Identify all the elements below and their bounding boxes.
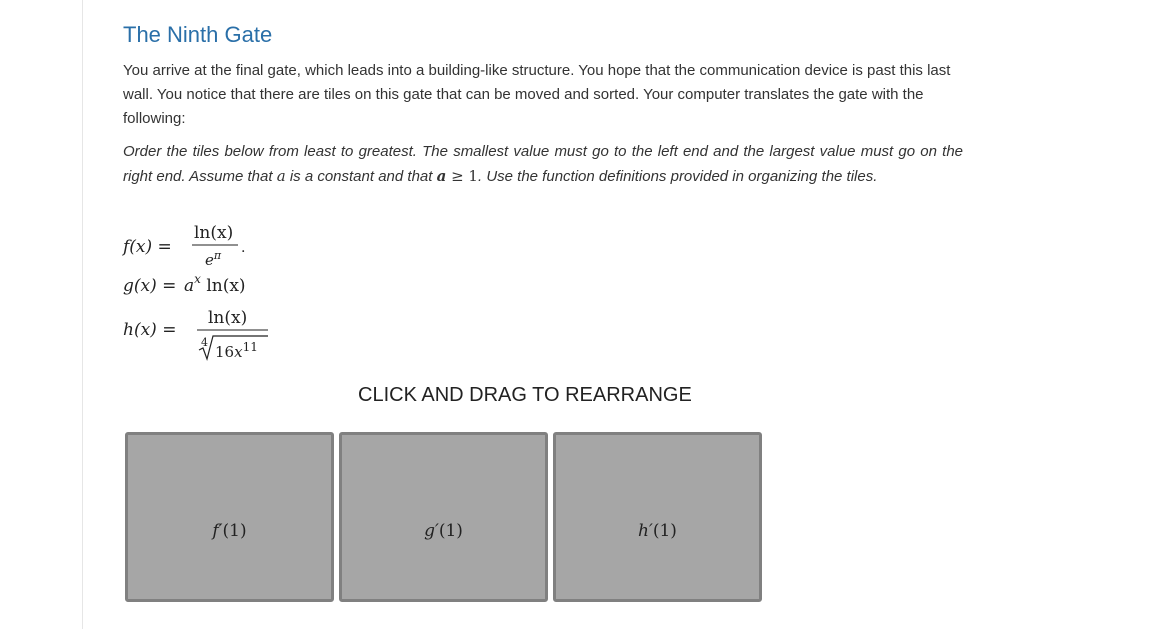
tile-h-prime[interactable] bbox=[553, 432, 762, 602]
instructions-condition-variable: a bbox=[436, 167, 447, 185]
instructions-condition: ≥ 1 bbox=[446, 167, 478, 185]
function-g-definition bbox=[123, 272, 246, 296]
instructions-text-2: is a constant and that bbox=[285, 168, 437, 185]
h-lhs: h(x) = bbox=[123, 320, 177, 340]
sortable-tiles bbox=[125, 432, 765, 602]
instructions-variable: a bbox=[276, 167, 286, 185]
function-definitions bbox=[120, 215, 290, 365]
page-left-rule bbox=[82, 0, 83, 629]
page-title: The Ninth Gate bbox=[123, 22, 273, 47]
tile-f-prime[interactable] bbox=[125, 432, 334, 602]
tile-g-prime[interactable] bbox=[339, 432, 548, 602]
instructions-paragraph bbox=[123, 140, 963, 189]
tile-label: h′(1) bbox=[638, 521, 677, 541]
f-lhs: f(x) = bbox=[123, 237, 172, 257]
h-numerator: ln(x) bbox=[208, 308, 248, 328]
intro-paragraph: You arrive at the final gate, which leads into a building-like structure. You hope that the communication device is past this last wall. You notice that there are tiles on this gate that can be moved and sorted. Your computer translates the gate with the following: bbox=[123, 62, 951, 127]
f-numerator: ln(x) bbox=[194, 223, 234, 243]
instructions-text-1: Order the tiles below from least to greatest. The smallest value must go to the left end and the largest value must go on the right end. Assume that bbox=[123, 143, 963, 185]
g-rhs: $a^x$ ln(x) bbox=[184, 272, 246, 296]
f-period: . bbox=[241, 240, 246, 256]
tile-label: g′(1) bbox=[424, 521, 463, 541]
h-root-index: 4 bbox=[201, 336, 208, 349]
h-radicand: $16x^{11}$ bbox=[215, 340, 258, 361]
function-f-definition bbox=[121, 223, 245, 269]
instructions-text-3: . Use the function definitions provided in organizing the tiles. bbox=[477, 168, 878, 185]
drag-instruction: CLICK AND DRAG TO REARRANGE bbox=[358, 384, 692, 406]
f-denominator: $e^\pi$ bbox=[205, 249, 222, 269]
function-h-definition bbox=[123, 308, 268, 361]
g-lhs: g(x) = bbox=[123, 276, 177, 296]
tile-label: f′(1) bbox=[212, 521, 247, 541]
